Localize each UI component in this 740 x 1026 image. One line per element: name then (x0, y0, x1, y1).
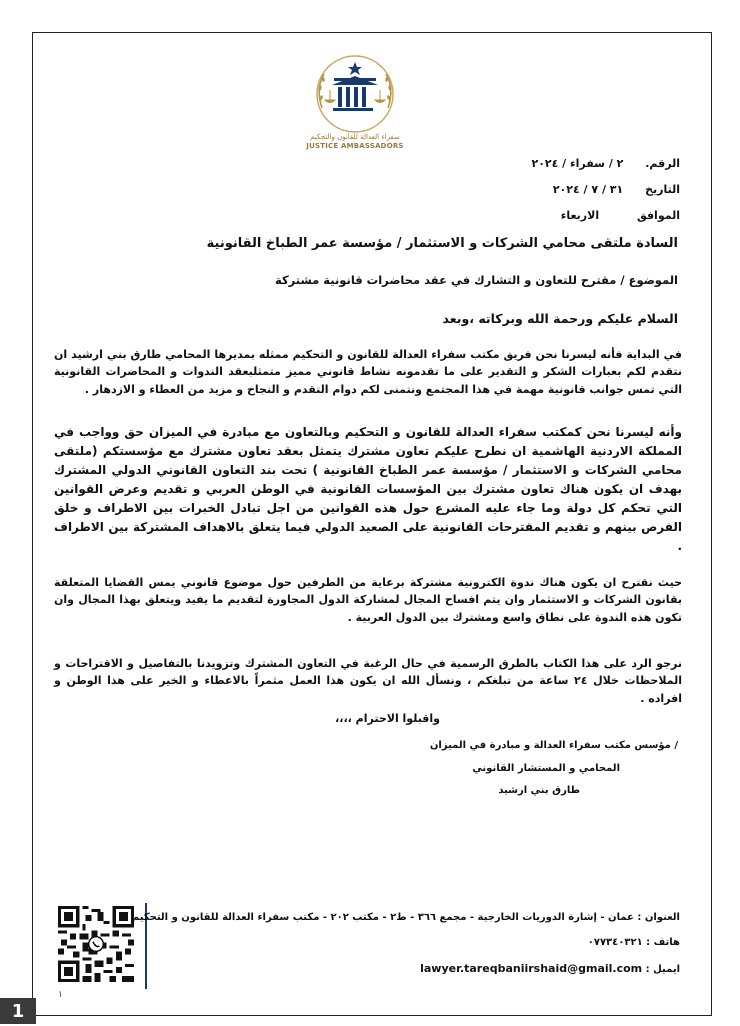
page-number: ١ (58, 990, 63, 1000)
signature-title: / مؤسس مكتب سفراء العدالة و مبادرة في الميزان (429, 740, 678, 751)
logo-text-arabic: سفراء العدالة للقانون والتحكيم (310, 133, 400, 141)
recipient: السادة ملتقى محامي الشركات و الاستثمار / مؤسسة عمر الطباخ القانونية (206, 236, 678, 251)
signature-name: طارق بني ارشيد (498, 785, 580, 796)
qr-code[interactable] (58, 906, 134, 982)
reference-label: الرقم. (645, 157, 680, 170)
email-link[interactable]: lawyer.tareqbaniirshaid@gmail.com (420, 962, 643, 975)
paragraph-intro: في البداية فأنه ليسرنا نحن فريق مكتب سفراء العدالة للقانون و التحكيم ممثله بمديرها المحامي طارق بني ارشيد ان نتقدم لكم بعبارات الشكر و التقدير على ما تقدمونه نشاط قانوني مميز متمثلبعقد الندوات و المحاضرات القانونية التي تمس جوانب قانونية مهمة في هذا المجتمع ونتمنى لكم دوام التقدم و النجاح و مزيد من العطاء و الازدهار . (54, 348, 682, 396)
paragraph-reply-request: نرجو الرد على هذا الكتاب بالطرق الرسمية في حال الرغبة في التعاون المشترك وتزويدنا بالتفاصيل و الاقتراحات و الملاحظات خلال ٢٤ ساعة من تبلغكم ، ونسأل الله ان يكون هذا العمل مثمراً بالاعطاء و الخير على هذا الوطن و افراده . (54, 657, 682, 705)
day-value: الاربعاء (560, 209, 600, 222)
day-line (561, 209, 680, 222)
reference-value: ٢ / سفراء / ٢٠٢٤ (531, 157, 624, 170)
signature-role: المحامي و المستشار القانوني (472, 763, 620, 774)
paragraph-webinar: حيث نقترح ان يكون هناك ندوة الكترونية مشتركة برعاية من الطرفين حول موضوع قانوني يمس القضايا المتعلقة بقانون الشركات و الاستثمار وان يتم افساح المجال لمشاركة الدول المجاورة لتقديم ما يفيد ويتعلق بهذا المجال وان تكون هذه الندوة على نطاق واسع ومشترك بين الدول العربية . (54, 576, 682, 624)
date-label: التاريخ (645, 183, 680, 196)
subject-line: الموضوع / مقترح للتعاون و التشارك في عقد محاضرات قانونية مشتركة (274, 273, 678, 287)
email-label: ايميل : (645, 964, 680, 975)
paragraph-proposal: وأنه ليسرنا نحن كمكتب سفراء العدالة للقانون و التحكيم وبالتعاون مع مبادرة في الميزان حق وواجب في المملكة الاردنية الهاشمية ان نطرح عليكم تعاون مشترك يتمثل بعقد تعاون مشترك مع مؤسستكم (ملتقى محامي الشركات و الاستثمار / مؤسسة عمر الطباخ القانونية ) تحت بند التعاون القانوني الدولي المشترك بهدف ان يكون هناك تعاون مشترك بين المؤسسات القانونية في الوطن العربي و تقديم وعرض القوانين التي تحكم كل دولة وما جاء عليه المشرع حول هذه القوانين من اجل تبادل الخبرات بين الاطراف و خلق الفرص بينهم و تقديم المقترحات القانونية على الصعيد الدولي فيما يتعلق بالاهداف المشتركة بين الاطراف . (54, 425, 682, 553)
footer-email-line (420, 962, 680, 975)
footer-address: العنوان : عمان - إشارة الدوريات الخارجية - مجمع ٣٦٦ - ط٢ - مكتب ٢٠٢ - مكتب سفراء العدالة للقانون و التحكيم (131, 912, 680, 923)
date-value: ٣١ / ٧ / ٢٠٢٤ (552, 183, 624, 196)
closing-regards: واقبلوا الاحترام ،،،، (335, 712, 440, 725)
reference-number (531, 157, 680, 170)
logo-text-english: JUSTICE AMBASSADORS (306, 142, 404, 150)
corner-badge: 1 (0, 998, 36, 1024)
date-line (553, 183, 680, 196)
greeting: السلام عليكم ورحمة الله وبركاته ،وبعد (442, 311, 678, 326)
footer-phone: هاتف : ٠٧٧٣٤٠٣٢١ (587, 937, 680, 948)
day-label: الموافق (636, 209, 680, 222)
